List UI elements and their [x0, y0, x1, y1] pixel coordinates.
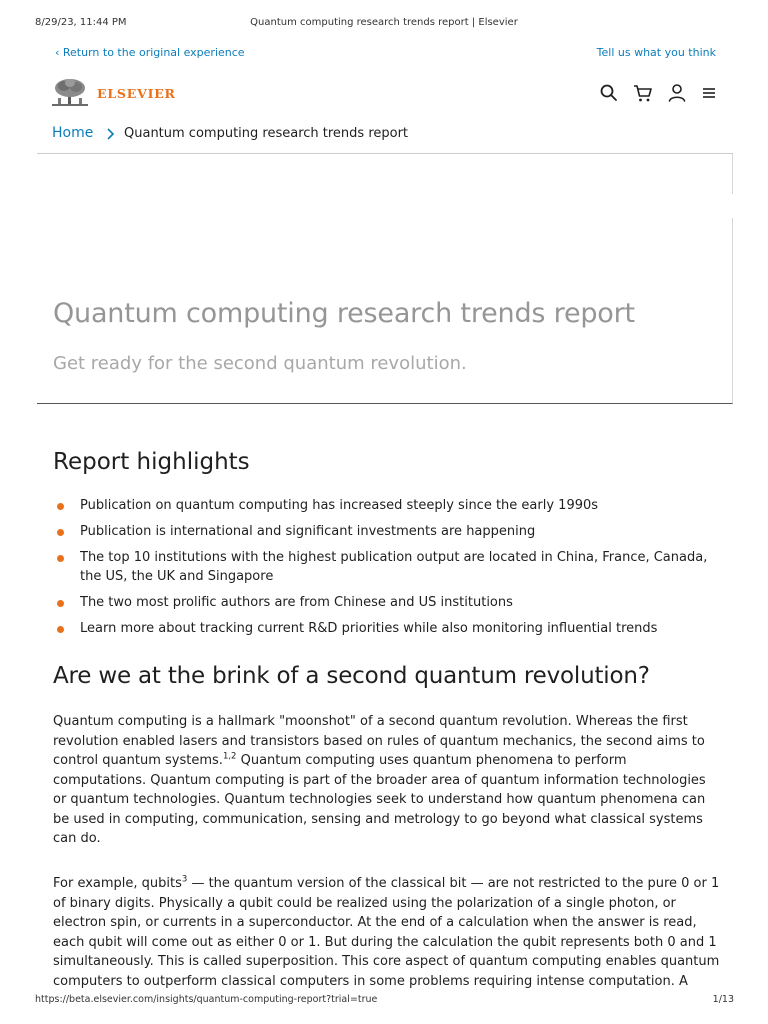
print-header	[0, 17, 768, 31]
breadcrumb	[37, 112, 733, 154]
hero-divider	[732, 194, 733, 218]
footnote-ref[interactable]: 1,2	[222, 751, 237, 762]
feedback-link[interactable]: Tell us what you think	[596, 46, 716, 59]
chevron-right-icon	[103, 126, 117, 140]
bullet-dot-icon	[57, 555, 64, 562]
footnote-ref[interactable]: 3	[181, 874, 188, 885]
user-icon[interactable]	[666, 82, 688, 104]
highlights-list	[53, 496, 723, 638]
print-doc-title: Quantum computing research trends report | Elsevier	[250, 17, 518, 28]
article-paragraph-1: Quantum computing is a hallmark "moonshot" of a second quantum revolution. Whereas the first revolution enabled lasers and transistors based on rules of quantum mechanics, the second aims to control quantum systems.$^{1,2}$ Quantum computing uses quantum phenomena to perform computations. Quantum computing is part of the broader area of quantum information technologies or quantum technologies. Quantum technologies seek to understand how quantum phenomena can be used in computing, communication, sensing and metrology to go beyond what classical systems can do.	[53, 714, 706, 846]
list-item: Publication on quantum computing has increased steeply since the early 1990s	[53, 496, 723, 515]
article-heading: Are we at the brink of a second quantum revolution?	[53, 663, 650, 689]
site-header	[52, 78, 720, 110]
elsevier-wordmark[interactable]: ELSEVIER	[97, 86, 176, 101]
list-item: The top 10 institutions with the highest publication output are located in China, France, Canada, the US, the UK and Singapore	[53, 548, 723, 586]
list-item: Publication is international and significant investments are happening	[53, 522, 723, 541]
bullet-dot-icon	[57, 626, 64, 633]
list-item: Learn more about tracking current R&D priorities while also monitoring influential trends	[53, 619, 723, 638]
page-subtitle: Get ready for the second quantum revolution.	[53, 353, 467, 374]
return-original-link[interactable]: ‹ Return to the original experience	[55, 46, 245, 59]
hero-banner	[37, 154, 733, 404]
breadcrumb-current: Quantum computing research trends report	[124, 126, 409, 141]
cart-icon[interactable]	[632, 82, 654, 104]
bullet-dot-icon	[57, 600, 64, 607]
page-title: Quantum computing research trends report	[53, 298, 635, 329]
search-icon[interactable]	[598, 82, 620, 104]
bullet-dot-icon	[57, 529, 64, 536]
bullet-dot-icon	[57, 503, 64, 510]
print-url: https://beta.elsevier.com/insights/quantum-computing-report?trial=true	[35, 994, 378, 1005]
elsevier-tree-logo-icon[interactable]	[52, 78, 88, 108]
article-paragraph-2: For example, qubits$^3$ — the quantum version of the classical bit — are not restricted to the pure 0 or 1 of binary digits. Physically a qubit could be realized using the polarization of a single photon, or electron spin, or currents in a superconductor. At the end of a calculation when the answer is read, each qubit will come out as either 0 or 1. But during the calculation the qubit represents both 0 and 1 simultaneously. This is called superposition. This core aspect of quantum computing enables quantum computers to outperform classical computers in some problems requiring intense computation. A	[53, 874, 720, 989]
print-page-number: 1/13	[712, 994, 734, 1005]
breadcrumb-home-link[interactable]: Home	[52, 125, 94, 141]
list-item: The two most prolific authors are from Chinese and US institutions	[53, 593, 723, 612]
menu-icon[interactable]	[698, 82, 720, 104]
print-datetime: 8/29/23, 11:44 PM	[35, 17, 127, 28]
highlights-heading: Report highlights	[53, 449, 250, 475]
